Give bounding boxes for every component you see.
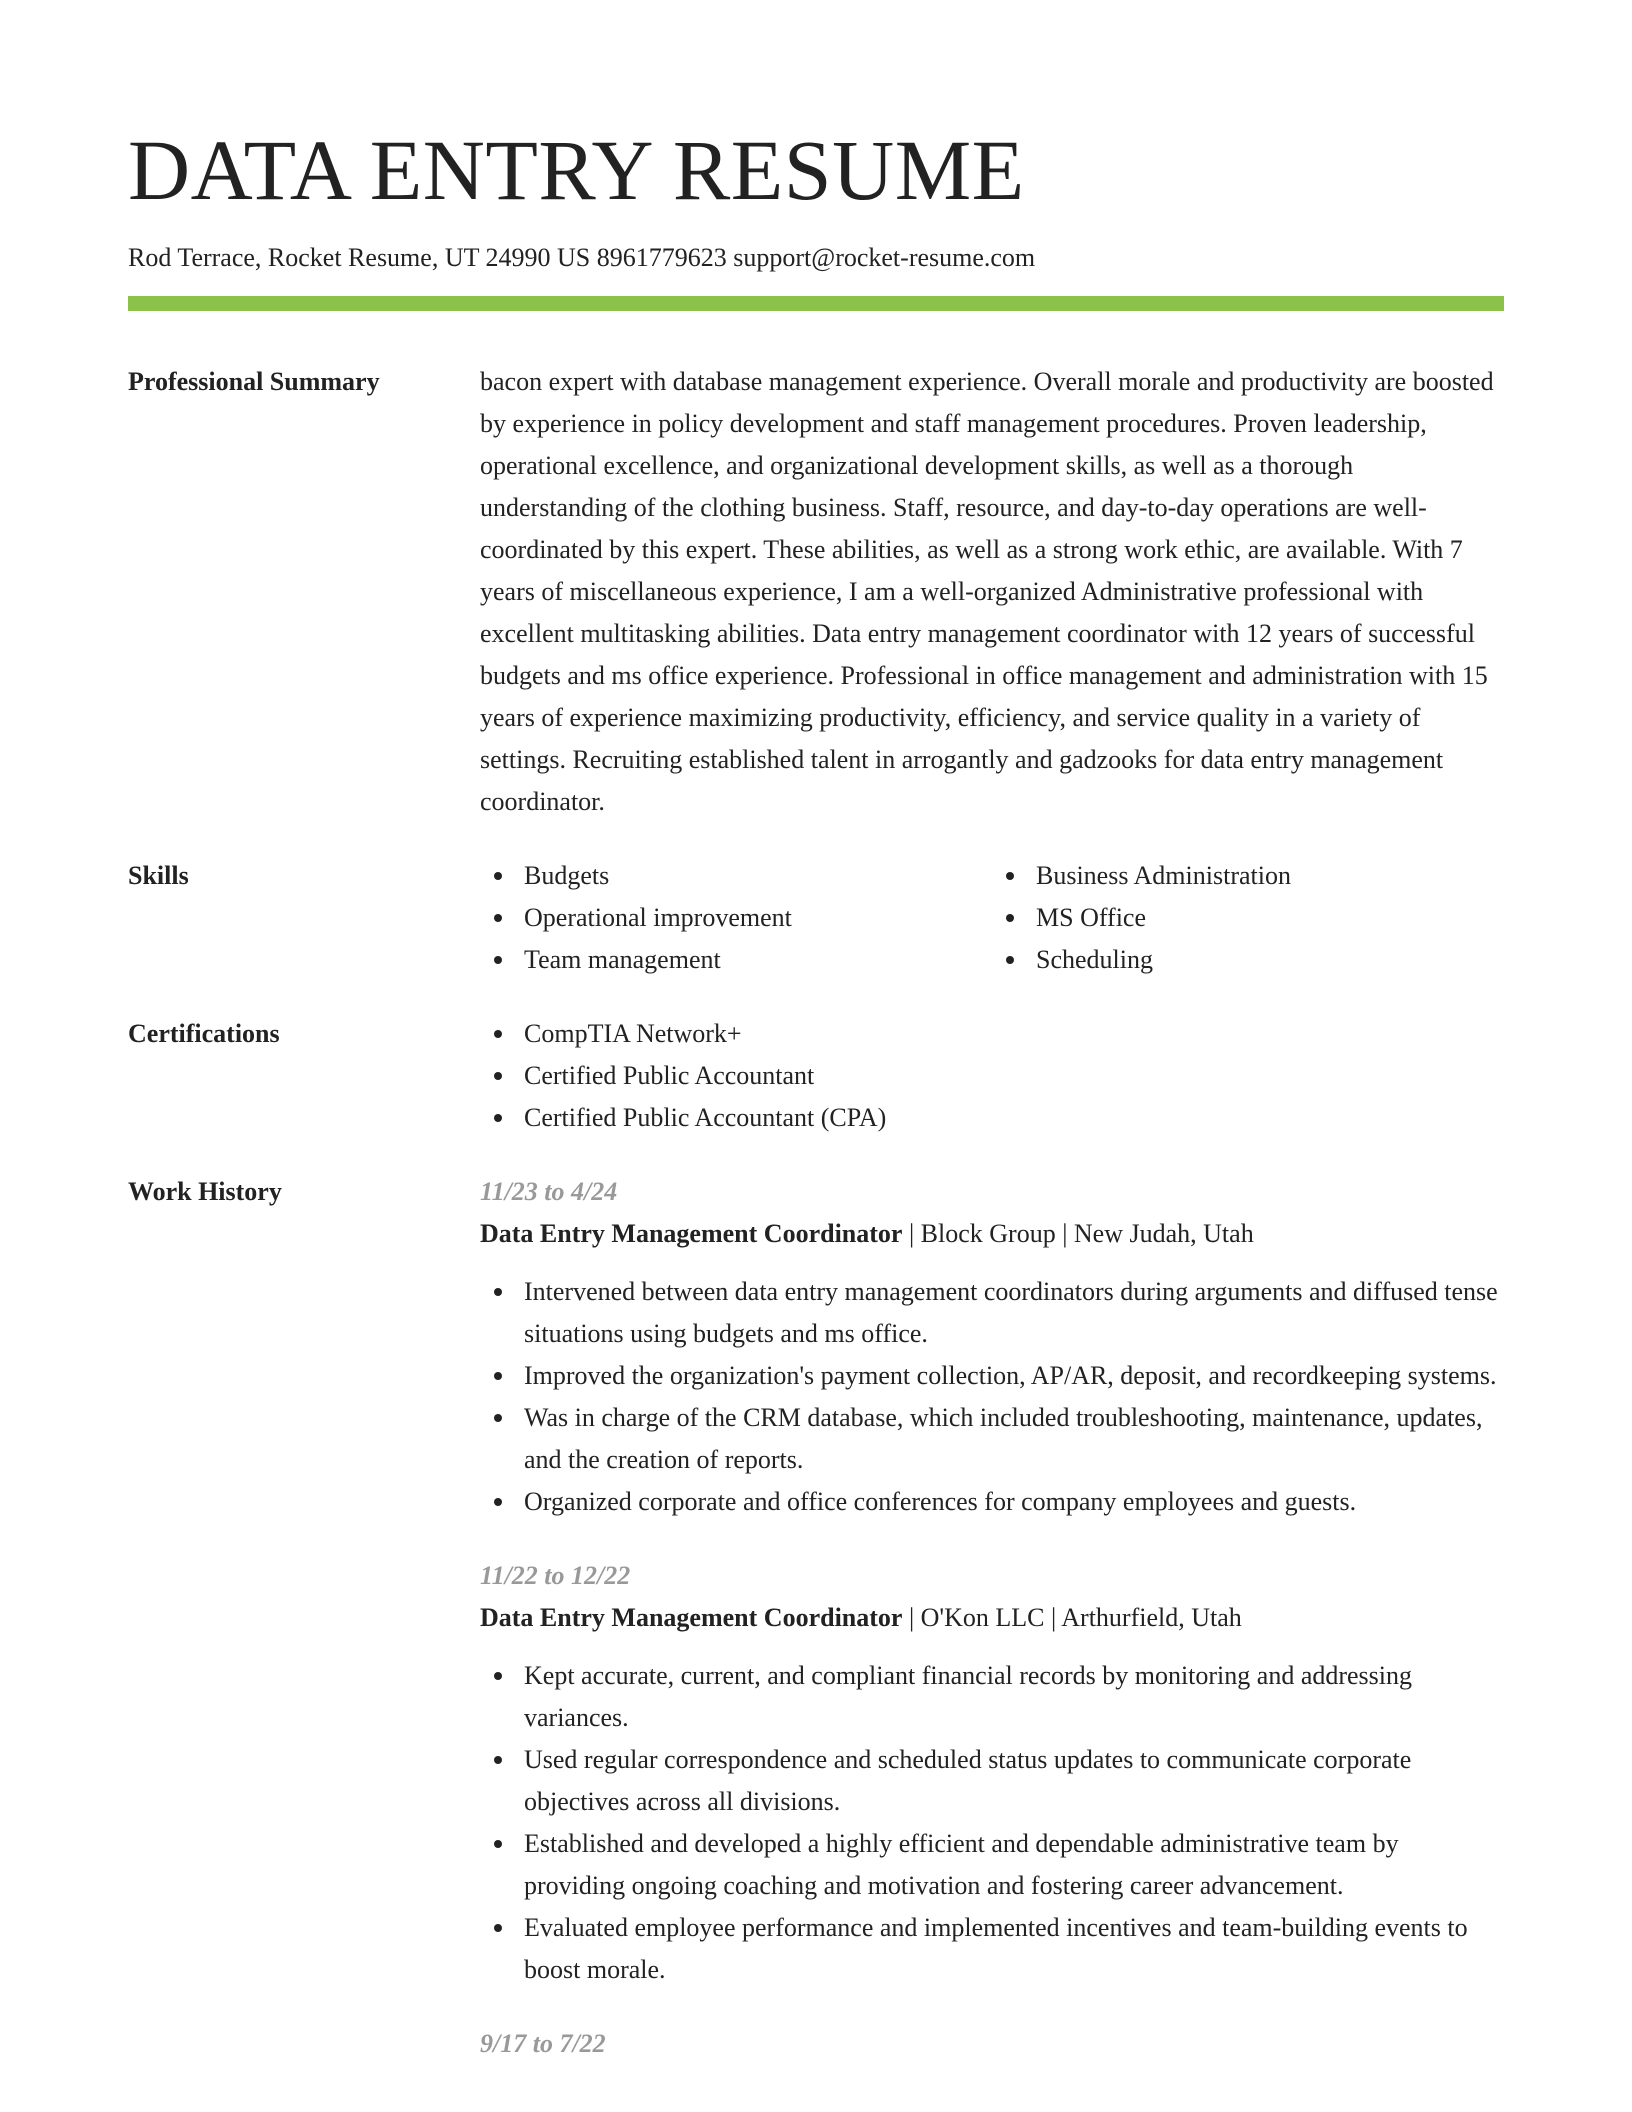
certifications-body xyxy=(480,1013,1504,1139)
job-title: Data Entry Management Coordinator xyxy=(480,1603,903,1632)
skill-item: Business Administration xyxy=(1036,855,1504,897)
work-history-body xyxy=(480,1171,1504,2097)
job-dates: 11/22 to 12/22 xyxy=(480,1561,631,1590)
skills-label: Skills xyxy=(128,861,189,890)
job-bullet: Organized corporate and office conferences for company employees and guests. xyxy=(524,1481,1504,1523)
job-bullet: Improved the organization's payment collection, AP/AR, deposit, and recordkeeping systems. xyxy=(524,1355,1504,1397)
job-entry xyxy=(480,1171,1504,1523)
job-bullets xyxy=(480,1271,1504,1523)
job-heading xyxy=(480,1213,1504,1255)
certifications-label: Certifications xyxy=(128,1019,280,1048)
skills-body xyxy=(480,855,1504,981)
summary-label: Professional Summary xyxy=(128,367,380,396)
skill-item: MS Office xyxy=(1036,897,1504,939)
job-entry xyxy=(480,2023,1504,2065)
skills-columns xyxy=(480,855,1504,981)
job-dates: 11/23 to 4/24 xyxy=(480,1177,618,1206)
job-bullet: Used regular correspondence and scheduled status updates to communicate corporate objectives across all divisions. xyxy=(524,1739,1504,1823)
job-title: Data Entry Management Coordinator xyxy=(480,1219,903,1248)
skill-item: Team management xyxy=(524,939,992,981)
job-dates: 9/17 to 7/22 xyxy=(480,2029,606,2058)
skills-list-right xyxy=(992,855,1504,981)
job-entry xyxy=(480,1555,1504,1991)
certifications-section xyxy=(128,1013,1504,1139)
certification-item: Certified Public Accountant xyxy=(524,1055,1504,1097)
summary-body xyxy=(480,361,1504,823)
resume-page xyxy=(128,0,1504,2097)
summary-text: bacon expert with database management experience. Overall morale and productivity are boosted by experience in policy development and staff management procedures. Proven leadership, operational excellence, and organizational development skills, as well as a thorough understanding of the clothing business. Staff, resource, and day-to-day operations are well-coordinated by this expert. These abilities, as well as a strong work ethic, are available. With 7 years of miscellaneous experience, I am a well-organized Administrative professional with excellent multitasking abilities. Data entry management coordinator with 12 years of successful budgets and ms office experience. Professional in office management and administration with 15 years of experience maximizing productivity, efficiency, and service quality in a variety of settings. Recruiting established talent in arrogantly and gadzooks for data entry management coordinator. xyxy=(480,367,1494,816)
job-bullets xyxy=(480,1655,1504,1991)
certification-item: CompTIA Network+ xyxy=(524,1013,1504,1055)
job-details: | Block Group | New Judah, Utah xyxy=(902,1219,1254,1248)
summary-section xyxy=(128,361,1504,823)
job-details: | O'Kon LLC | Arthurfield, Utah xyxy=(902,1603,1242,1632)
resume-title: DATA ENTRY RESUME xyxy=(128,122,1025,218)
work-history-section xyxy=(128,1171,1504,2097)
job-bullet: Established and developed a highly efficient and dependable administrative team by providing ongoing coaching and motivation and fostering career advancement. xyxy=(524,1823,1504,1907)
accent-divider xyxy=(128,296,1504,311)
skills-section xyxy=(128,855,1504,981)
skill-item: Operational improvement xyxy=(524,897,992,939)
job-bullet: Was in charge of the CRM database, which included troubleshooting, maintenance, updates, and the creation of reports. xyxy=(524,1397,1504,1481)
job-heading xyxy=(480,1597,1504,1639)
skill-item: Scheduling xyxy=(1036,939,1504,981)
job-bullet: Evaluated employee performance and implemented incentives and team-building events to boost morale. xyxy=(524,1907,1504,1991)
contact-line: Rod Terrace, Rocket Resume, UT 24990 US 8961779623 support@rocket-resume.com xyxy=(128,243,1036,272)
certifications-list xyxy=(480,1013,1504,1139)
skills-list-left xyxy=(480,855,992,981)
job-bullet: Intervened between data entry management coordinators during arguments and diffused tense situations using budgets and ms office. xyxy=(524,1271,1504,1355)
skill-item: Budgets xyxy=(524,855,992,897)
work-history-label: Work History xyxy=(128,1177,282,1206)
certification-item: Certified Public Accountant (CPA) xyxy=(524,1097,1504,1139)
job-bullet: Kept accurate, current, and compliant financial records by monitoring and addressing variances. xyxy=(524,1655,1504,1739)
